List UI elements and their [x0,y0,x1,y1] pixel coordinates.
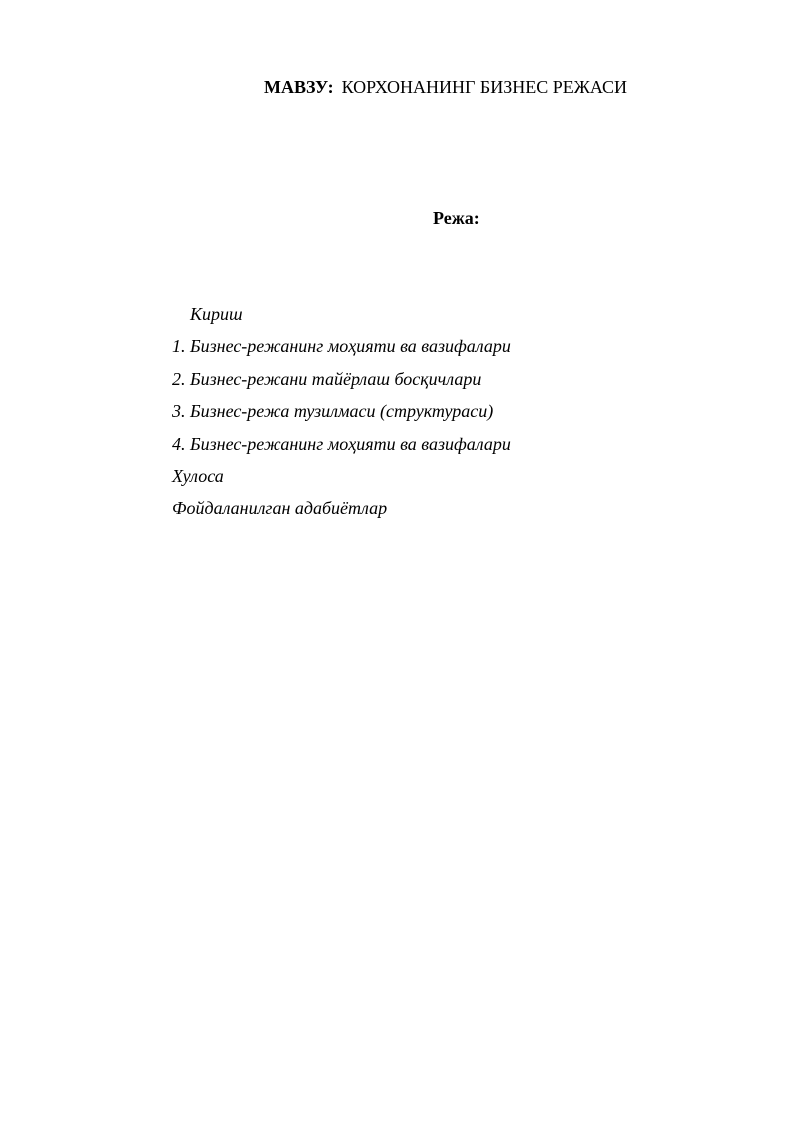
toc-item-references: Фойдаланилган адабиётлар [172,498,388,519]
document-title [264,76,627,98]
title-label: МАВЗУ: [264,77,334,97]
toc-item-4: 4. Бизнес-режанинг моҳияти ва вазифалари [172,433,511,454]
toc-item-introduction: Кириш [190,304,243,324]
toc-item-3: 3. Бизнес-режа тузилмаси (структураси) [172,401,494,422]
toc-item-2: 2. Бизнес-режани тайёрлаш босқичлари [172,368,482,389]
toc-item-1: 1. Бизнес-режанинг моҳияти ва вазифалари [172,336,511,357]
title-text: КОРХОНАНИНГ БИЗНЕС РЕЖАСИ [341,77,627,97]
table-of-contents [172,303,511,530]
plan-heading: Режа: [433,208,480,228]
toc-item-conclusion: Хулоса [172,465,224,486]
